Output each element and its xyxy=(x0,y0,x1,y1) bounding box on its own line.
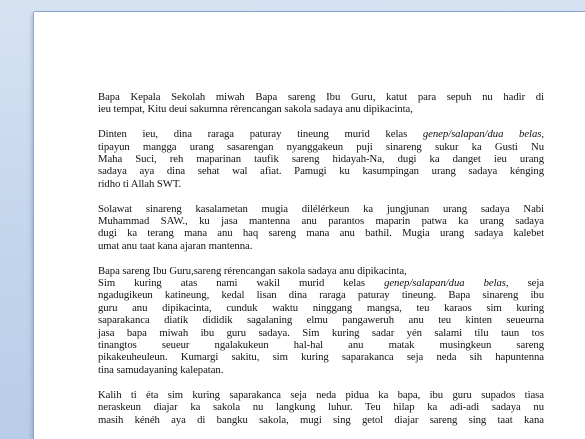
text-line: pikakeuheuleun. Kumargi sakitu, sim kuring saparakanca seja neda sih hapuntenna xyxy=(98,351,544,364)
text-line: neraskeun diajar ka sakola nu langkung luhur. Teu hilap ka adi-adi sadaya nu xyxy=(98,401,544,414)
text-line: Bapa Kepala Sekolah miwah Bapa sareng Ibu Guru, katut para sepuh nu hadir di xyxy=(98,91,544,103)
text-line: ieu tempat, Kitu deui sakumna rérencangan sakola sadaya anu dipikacinta, xyxy=(98,103,413,116)
paragraph-solawat xyxy=(98,203,544,253)
text-line: Kalih ti éta sim kuring saparakanca seja neda pidua ka bapa, ibu guru supados tiasa xyxy=(98,388,544,401)
text-segment: , seja xyxy=(505,277,544,290)
text-line: guru anu dipikacinta, cunduk waktu ninggang mangsa, teu karaos sim kuring xyxy=(98,301,544,314)
text-line: masih kénéh aya di bangku sakola, mugi sing getol diajar sareng sing taat kana xyxy=(98,413,544,426)
paragraph-opening xyxy=(98,128,544,190)
text-line: ridho ti Allah SWT. xyxy=(98,177,182,190)
paragraph-closing xyxy=(98,389,544,426)
text-line: dugi ka terang mana anu haq sareng mana anu bathil. Mugia urang sadaya kalebet xyxy=(98,227,544,240)
italic-text: genep/salapan/dua belas xyxy=(384,277,506,290)
text-line: saparakanca diatik dididik sagalaning elmu pangaweruh anu teu kinten seueurna xyxy=(98,314,544,327)
paragraph-greeting xyxy=(98,91,544,116)
text-line: Solawat sinareng kasalametan mugia dilélérkeun ka jungjunan urang sadaya Nabi xyxy=(98,202,544,215)
document-body[interactable] xyxy=(98,91,544,426)
text-line: tina samudayaning kalepatan. xyxy=(98,363,224,376)
text-segment: Sim kuring atas nami wakil murid kelas xyxy=(98,277,385,290)
text-line: umat anu taat kana ajaran mantenna. xyxy=(98,239,253,252)
text-line: Muhammad SAW., ku jasa mantenna anu parantos maparin patwa ka urang sadaya xyxy=(98,215,544,228)
text-segment: , xyxy=(541,128,544,141)
text-line xyxy=(98,128,544,140)
text-line xyxy=(98,277,544,289)
text-line: jasa bapa miwah ibu guru sadaya. Sim kuring sadar yén salami tilu taun tos xyxy=(98,326,544,339)
text-line: Maha Suci, reh maparinan taufik sareng hidayah-Na, dugi ka danget ieu urang xyxy=(98,153,544,166)
italic-text: genep/salapan/dua belas xyxy=(422,128,542,141)
paragraph-farewell xyxy=(98,265,544,377)
text-line: tipayun mangga urang sasarengan nyanggakeun puji sinareng sukur ka Gusti Nu xyxy=(98,140,544,153)
text-segment: Dinten ieu, dina raraga paturay tineung murid kelas xyxy=(98,128,423,141)
text-line: tinangtos seueur ngalakukeun hal-hal anu matak musingkeun sareng xyxy=(98,339,544,352)
text-line: Bapa sareng Ibu Guru,sareng rérencangan sakola sadaya anu dipikacinta, xyxy=(98,264,407,277)
document-page[interactable] xyxy=(34,12,585,439)
text-line: ngadugikeun katineung, kedal lisan dina raraga paturay tineung. Bapa sinareng ibu xyxy=(98,289,544,302)
text-line: sadaya aya dina sehat wal afiat. Pamugi ku kasumpingan urang sadaya kénging xyxy=(98,165,544,178)
